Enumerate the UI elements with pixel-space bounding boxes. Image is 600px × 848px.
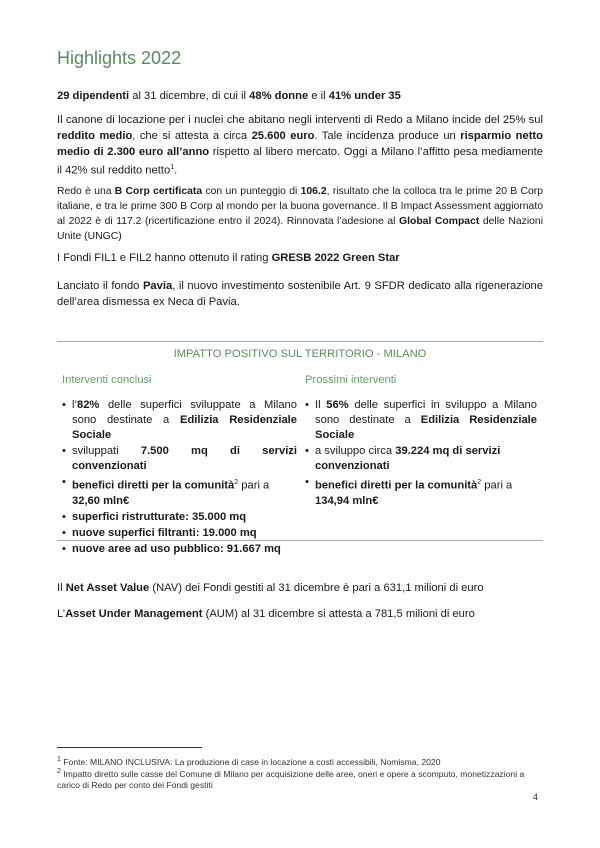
paragraph-nav: Il Net Asset Value (NAV) dei Fondi gestiti al 31 dicembre è pari a 631,1 milioni di euro [57, 582, 484, 594]
list-item: • nuove aree ad uso pubblico: 91.667 mq [62, 542, 297, 557]
footnote-divider [57, 747, 202, 748]
right-bullet-list [305, 398, 537, 510]
list-item: • benefici diretti per la comunità$^2$ pari a 32,60 mln€ [62, 475, 297, 509]
left-column-heading: Interventi conclusi [62, 374, 152, 386]
left-bullet-list [62, 398, 297, 558]
page-title: Highlights 2022 [57, 48, 182, 68]
impact-box-title: IMPATTO POSITIVO SUL TERRITORIO - MILANO [173, 348, 427, 360]
list-item: • sviluppati 7.500 mq di servizi convenzionati [62, 444, 297, 474]
list-item: • a sviluppo circa 39.224 mq di servizi convenzionati [305, 444, 537, 474]
list-item: • benefici diretti per la comunità$^2$ pari a 134,94 mln€ [305, 475, 537, 509]
list-item: • superfici ristrutturate: 35.000 mq [62, 510, 297, 525]
paragraph-employees: 29 dipendenti al 31 dicembre, di cui il 48% donne e il 41% under 35 [57, 90, 401, 102]
footnote-1: $^1$ Fonte: MILANO INCLUSIVA: La produzione di case in locazione a costi accessibili, Nomisma, 2020 [57, 756, 441, 767]
right-column-heading: Prossimi interventi [305, 374, 397, 386]
list-item: • Il 56% delle superfici in sviluppo a Milano sono destinate a Edilizia Residenziale Sociale [305, 398, 537, 443]
box-top-divider [57, 341, 543, 342]
footnote-2: $^2$ Impatto diretto sulle casse del Comune di Milano per acquisizione delle aree, oneri e opere a scomputo, monetizzazioni a carico di Redo per conto dei Fondi gestiti [57, 768, 525, 790]
page-number: 4 [533, 792, 539, 802]
paragraph-rent: Il canone di locazione per i nuclei che abitano negli interventi di Redo a Milano incide del 25% sul reddito medio, che si attesta a circa 25.600 euro. Tale incidenza produce un risparmio netto medio di 2.300 euro all’anno rispetto al libero mercato. Oggi a Milano l’affitto pesa mediamente il 42% sul reddito netto$^1$. [57, 114, 543, 177]
paragraph-pavia: Lanciato il fondo Pavia, il nuovo investimento sostenibile Art. 9 SFDR dedicato alla rigenerazione dell’area dismessa ex Neca di Pavia. [57, 280, 543, 308]
box-bottom-divider [57, 540, 543, 541]
paragraph-aum: L’Asset Under Management (AUM) al 31 dicembre si attesta a 781,5 milioni di euro [57, 608, 475, 620]
list-item: • nuove superfici filtranti: 19.000 mq [62, 526, 297, 541]
paragraph-gresb: I Fondi FIL1 e FIL2 hanno ottenuto il rating GRESB 2022 Green Star [57, 252, 400, 264]
list-item: • l’82% delle superfici sviluppate a Milano sono destinate a Edilizia Residenziale Sociale [62, 398, 297, 443]
paragraph-bcorp: Redo è una B Corp certificata con un punteggio di 106.2, risultato che la colloca tra le prime 20 B Corp italiane, e tra le prime 300 B Corp al mondo per la buona governance. Il B Impact Assessment aggiornato al 2022 è di 117.2 (ricertificazione entro il 2024). Rinnovata l’adesione al Global Compact delle Nazioni Unite (UNGC) [57, 186, 543, 242]
